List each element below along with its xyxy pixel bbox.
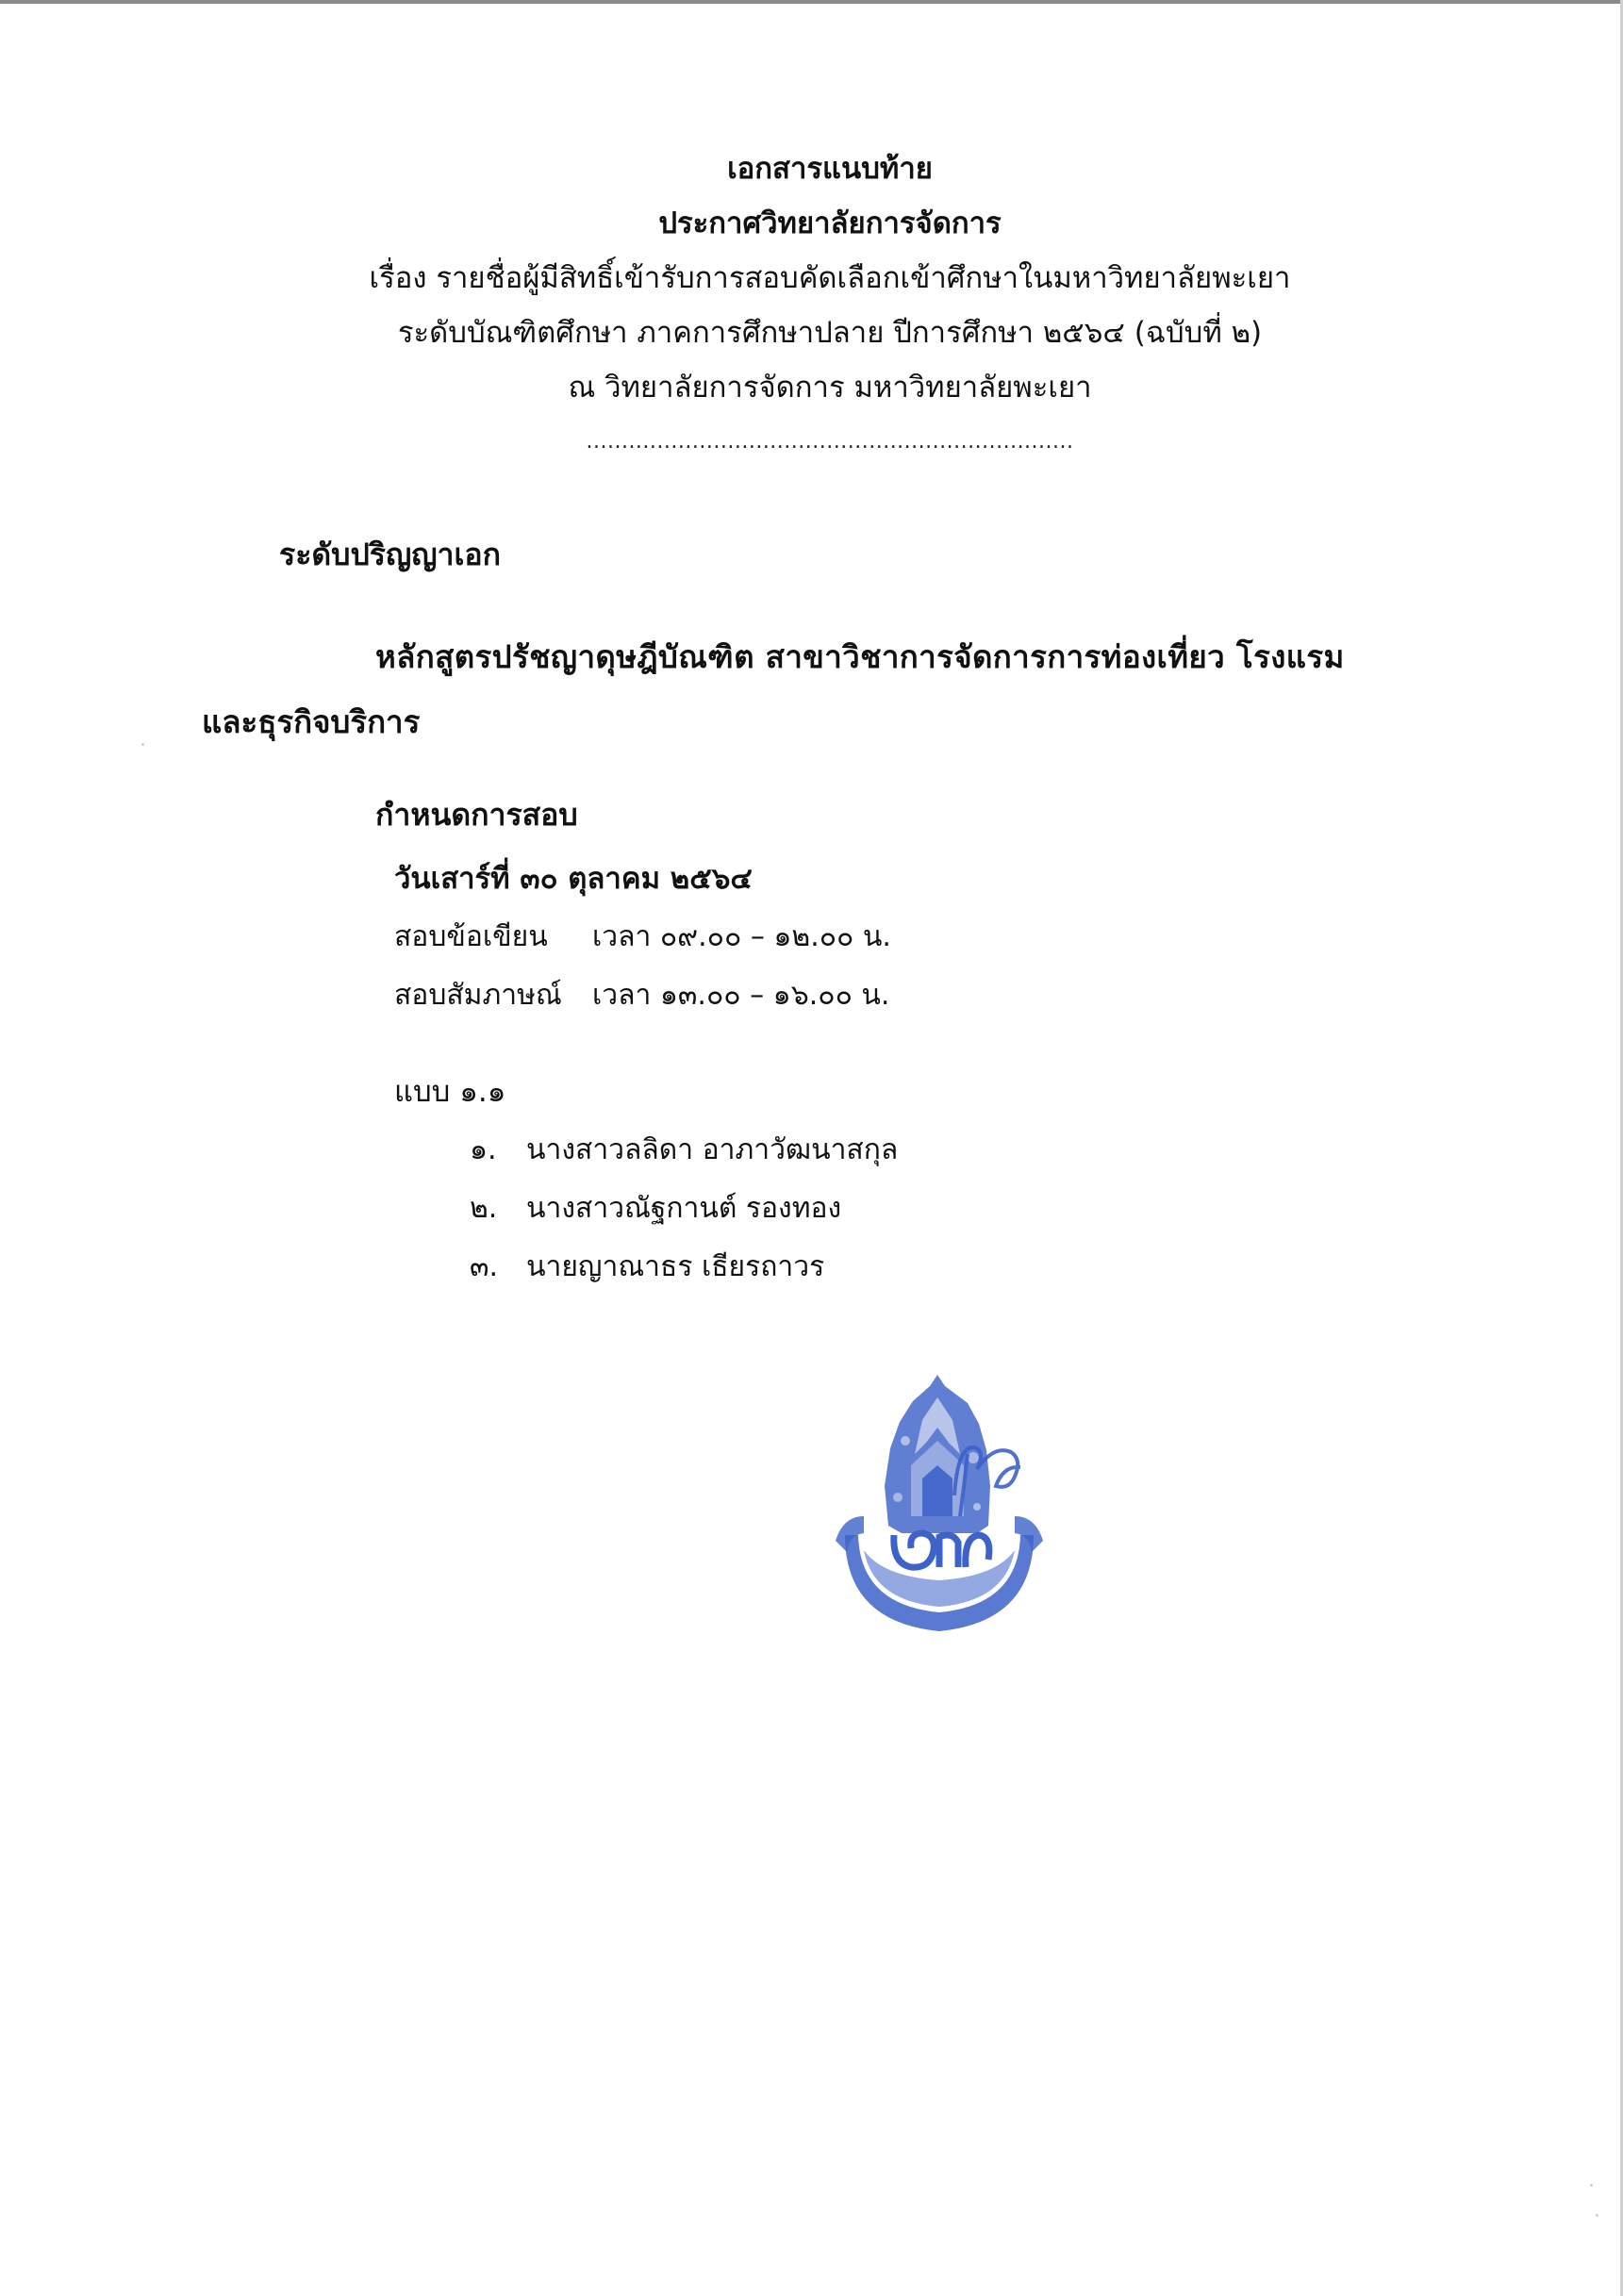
document-header [0, 141, 1623, 454]
page-top-edge [0, 0, 1623, 4]
program-title-line2: และธุรกิจบริการ [202, 703, 421, 740]
program-title-line1: หลักสูตรปรัชญาดุษฎีบัณฑิต สาขาวิชาการจัดการการท่องเที่ยว โรงแรม [375, 638, 1345, 675]
candidate-number: ๓. [470, 1250, 499, 1283]
candidate-item [470, 1188, 841, 1230]
header-announcement-title: ประกาศวิทยาลัยการจัดการ [658, 206, 1002, 240]
degree-level: ระดับปริญญาเอก [279, 537, 501, 572]
schedule-heading: กำหนดการสอบ [375, 797, 578, 833]
candidate-item [470, 1130, 898, 1171]
exam-date: วันเสาร์ที่ ๓๐ ตุลาคม ๒๕๖๔ [394, 862, 753, 896]
candidate-name: นางสาวณัฐกานต์ รองทอง [526, 1192, 842, 1225]
schedule-row-label: สอบข้อเขียน [394, 920, 548, 953]
candidate-number: ๒. [470, 1192, 498, 1225]
scan-speck [141, 743, 144, 746]
header-separator: ..................................................................... [586, 430, 1074, 454]
candidate-name: นางสาวลลิดา อาภาวัฒนาสกุล [526, 1133, 899, 1166]
official-seal-stamp [836, 1375, 1043, 1639]
header-location: ณ วิทยาลัยการจัดการ มหาวิทยาลัยพะเยา [568, 371, 1092, 405]
schedule-row-written [394, 917, 891, 958]
candidate-name: นายญาณาธร เธียรถาวร [526, 1250, 825, 1283]
schedule-row-label: สอบสัมภาษณ์ [394, 979, 562, 1012]
candidate-number: ๑. [470, 1133, 497, 1166]
schedule-row-interview [394, 975, 889, 1016]
pattern-label: แบบ ๑.๑ [394, 1075, 506, 1109]
header-subject: เรื่อง รายชื่อผู้มีสิทธิ์เข้ารับการสอบคัดเลือกเข้าศึกษาในมหาวิทยาลัยพะเยา [369, 261, 1291, 295]
header-attachment-title: เอกสารแนบท้าย [727, 152, 933, 186]
scan-speck [1596, 2214, 1598, 2217]
scan-speck [1590, 2184, 1593, 2187]
candidate-item [470, 1247, 824, 1288]
schedule-row-time: เวลา ๑๓.๐๐ – ๑๖.๐๐ น. [592, 979, 890, 1012]
header-level-term: ระดับบัณฑิตศึกษา ภาคการศึกษาปลาย ปีการศึกษา ๒๕๖๔ (ฉบับที่ ๒) [397, 316, 1263, 350]
schedule-row-time: เวลา ๐๙.๐๐ – ๑๒.๐๐ น. [592, 920, 891, 953]
